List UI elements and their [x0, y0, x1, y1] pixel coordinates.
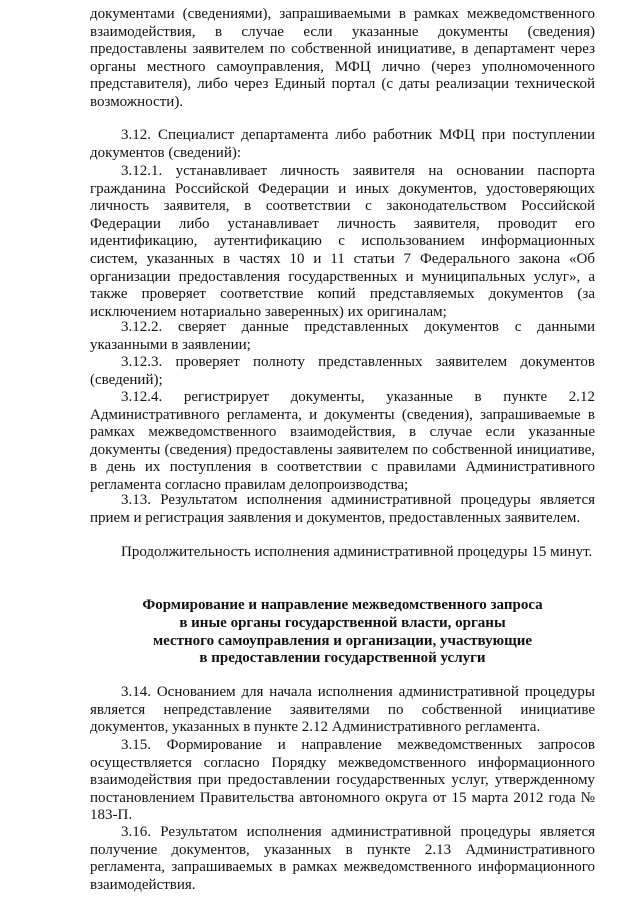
paragraph-3-12-3: 3.12.3. проверяет полноту представленных заявителем документов (сведений); — [90, 354, 595, 388]
section-heading — [90, 597, 595, 668]
section-heading-line: в предоставлении государственной услуги — [199, 650, 486, 667]
paragraph-3-12: 3.12. Специалист департамента либо работник МФЦ при поступлении документов (сведений): — [90, 127, 595, 161]
paragraph-duration: Продолжительность исполнения административной процедуры 15 минут. — [121, 544, 593, 560]
paragraph-3-14: 3.14. Основанием для начала исполнения административной процедуры является непредставление заявителями по собственной инициативе документов, указанных в пункте 2.12 Административного регламента. — [90, 684, 595, 736]
paragraph-3-15: 3.15. Формирование и направление межведомственных запросов осуществляется согласно Порядку межведомственного информационного взаимодействия при предоставлении государственных услуг, утвержденному постановлением Правительства автономного округа от 15 марта 2012 года № 183-П. — [90, 737, 595, 824]
paragraph-3-16: 3.16. Результатом исполнения административной процедуры является получение документов, указанных в пункте 2.13 Административного регламента, запрашиваемых в рамках межведомственного информационного взаимодействия. — [90, 824, 595, 893]
paragraph-3-12-2: 3.12.2. сверяет данные представленных документов с данными указанными в заявлении; — [90, 319, 595, 353]
section-heading-line: Формирование и направление межведомственного запроса — [142, 597, 543, 613]
section-heading-line: в иные органы государственной власти, органы — [179, 614, 506, 631]
paragraph-3-12-4: 3.12.4. регистрирует документы, указанные в пункте 2.12 Административного регламента, и документы (сведения), запрашиваемые в рамках межведомственного взаимодействия, в случае если указанные документы (сведения) предоставлены заявителем по собственной инициативе, в день их поступления в соответствии с правилами Административного регламента согласно правилам делопроизводства; — [90, 389, 595, 493]
section-heading-line: местного самоуправления и организации, участвующие — [152, 632, 533, 649]
paragraph-3-12-1: 3.12.1. устанавливает личность заявителя на основании паспорта гражданина Российской Федерации и иных документов, удостоверяющих личность заявителя, в соответствии с законодательством Российской Федерации либо устанавливает личность заявителя, проводит его идентификацию, аутентификацию с использованием информационных систем, указанных в частях 10 и 11 статьи 7 Федерального закона «Об организации предоставления государственных и муниципальных услуг», а также проверяет соответствие копий представляемых документов (за исключением нотариально заверенных) их оригиналам; — [90, 163, 595, 320]
paragraph-3-13: 3.13. Результатом исполнения административной процедуры является прием и регистрация заявления и документов, предоставленных заявителем. — [90, 492, 595, 526]
paragraph-continuation: документами (сведениями), запрашиваемыми в рамках межведомственного взаимодействия, в случае если указанные документы (сведения) предоставлены заявителем по собственной инициативе, в департамент через органы местного самоуправления, МФЦ лично (через уполномоченного представителя), либо через Единый портал (с даты реализации технической возможности). — [90, 6, 595, 110]
